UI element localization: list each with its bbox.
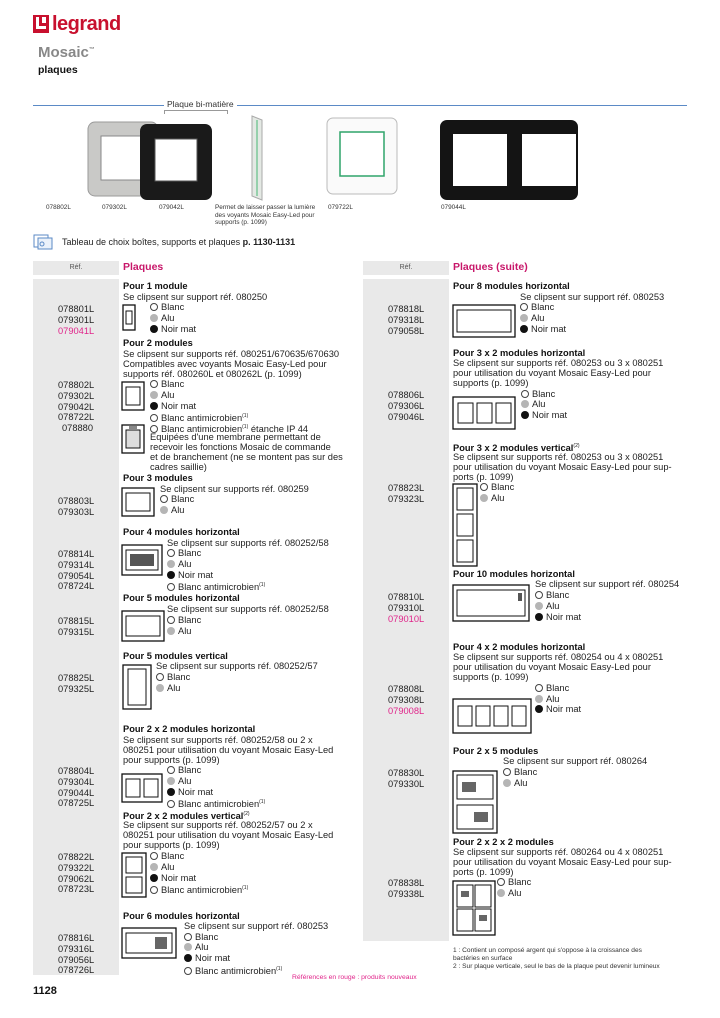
ref-code: 078818L	[388, 304, 425, 314]
finish-option: Blanc	[535, 683, 569, 694]
ref-code: 078808L	[388, 684, 425, 694]
section-desc: Se clipsent sur supports réf. 080254 ou 4 x 080251	[453, 652, 664, 662]
section-desc: 080251 pour utilisation du voyant Mosaic Easy-Led	[123, 745, 334, 755]
plate-2x2-horizontal-icon	[121, 773, 163, 803]
plate-3x2-vertical-icon	[452, 483, 478, 567]
finish-option: Alu	[184, 942, 208, 953]
section-desc: Compatibles avec voyants Mosaic Easy-Led pour	[123, 359, 327, 369]
section-desc: Se clipsent sur supports réf. 080252/57	[156, 661, 318, 671]
ref-code: 079325L	[58, 684, 95, 694]
photo-caption: 079042L	[159, 204, 184, 211]
section-title: Pour 2 x 2 x 2 modules	[453, 837, 554, 847]
ref-code: 079306L	[388, 401, 425, 411]
ref-code: 079303L	[58, 507, 95, 517]
section-desc: Se clipsent sur support réf. 080250	[123, 292, 268, 302]
ref-code: 078726L	[58, 965, 95, 975]
choice-table-link[interactable]	[62, 237, 295, 247]
finish-option: Alu	[150, 862, 174, 873]
section-desc: pour utilisation du voyant Mosaic Easy-Led pour	[453, 662, 651, 672]
section-desc: pour utilisation du voyant Mosaic Easy-Led pour	[453, 368, 651, 378]
section-desc: Se clipsent sur supports réf. 080259	[160, 484, 309, 494]
ref-code: 079322L	[58, 863, 95, 873]
white-dot-icon	[521, 390, 529, 398]
alu-dot-icon	[160, 506, 168, 514]
photo-caption: 078802L	[46, 204, 71, 211]
alu-dot-icon	[150, 391, 158, 399]
white-dot-icon	[150, 303, 158, 311]
alu-dot-icon	[167, 777, 175, 785]
section-desc: pour supports (p. 1099)	[123, 755, 220, 765]
ref-code: 078815L	[58, 616, 95, 626]
ref-code: 079314L	[58, 560, 95, 570]
black-dot-icon	[150, 325, 158, 333]
finish-option: Alu	[167, 776, 191, 787]
finish-option: Blanc	[150, 302, 184, 313]
alu-dot-icon	[184, 943, 192, 951]
finish-option: Blanc	[521, 389, 555, 400]
section-title: Pour 2 x 5 modules	[453, 746, 539, 756]
ref-header-left: Réf.	[33, 261, 119, 275]
white-dot-icon	[184, 933, 192, 941]
section-title: Pour 3 modules	[123, 473, 193, 483]
ref-code-new: 079010L	[388, 614, 425, 624]
product-title	[38, 44, 95, 61]
section-title: Pour 3 x 2 modules vertical$^{(2)}$	[453, 443, 580, 454]
finish-option: Noir mat	[150, 401, 196, 412]
ref-code: 078822L	[58, 852, 95, 862]
white-dot-icon	[167, 766, 175, 774]
ref-code: 078830L	[388, 768, 425, 778]
plate-5-vertical-icon	[122, 664, 152, 710]
section-desc: Se clipsent sur support réf. 080254	[535, 579, 680, 589]
finish-option: Noir mat	[520, 324, 566, 335]
finish-option: Blanc	[520, 302, 554, 313]
ref-code: 079044L	[58, 788, 95, 798]
alu-dot-icon	[520, 314, 528, 322]
ref-code: 078724L	[58, 581, 95, 591]
finish-option: Blanc antimicrobien$^{(1)}$	[167, 580, 265, 593]
ref-code: 079323L	[388, 494, 425, 504]
section-desc: Se clipsent sur supports réf. 080252/58	[167, 538, 329, 548]
ref-code: 078802L	[58, 380, 95, 390]
finish-option: Alu	[497, 888, 521, 899]
plate-1-module-icon	[122, 304, 136, 331]
black-dot-icon	[521, 411, 529, 419]
section-desc: Se clipsent sur support réf. 080253	[520, 292, 665, 302]
section-title: Pour 4 modules horizontal	[123, 527, 240, 537]
alu-dot-icon	[535, 602, 543, 610]
finish-option: Noir mat	[535, 704, 581, 715]
alu-dot-icon	[503, 779, 511, 787]
alu-dot-icon	[480, 494, 488, 502]
finish-option: Blanc	[535, 590, 569, 601]
section-desc: pour supports (p. 1099)	[123, 840, 220, 850]
new-references-note: Références en rouge : produits nouveaux	[292, 974, 417, 981]
page-number: 1128	[33, 985, 57, 997]
black-dot-icon	[535, 705, 543, 713]
ref-code: 078838L	[388, 878, 425, 888]
section-note: cadres saillie)	[150, 462, 207, 472]
plate-2x5-icon	[452, 770, 498, 834]
finish-option: Noir mat	[521, 410, 567, 421]
section-desc: Se clipsent sur support réf. 080264	[503, 756, 648, 766]
section-desc: Se clipsent sur supports réf. 080252/57 ou 2 x	[123, 820, 313, 830]
left-section-title: Plaques	[123, 261, 164, 273]
finish-option: Blanc	[167, 615, 201, 626]
white-dot-icon	[156, 673, 164, 681]
ref-code: 079301L	[58, 315, 95, 325]
ref-code: 079056L	[58, 955, 95, 965]
ref-code: 078816L	[58, 933, 95, 943]
finish-option: Alu	[480, 493, 504, 504]
ref-code: 079318L	[388, 315, 425, 325]
finish-option: Noir mat	[167, 570, 213, 581]
title-text: Mosaic	[38, 44, 89, 61]
ref-code: 079315L	[58, 627, 95, 637]
ref-code: 078803L	[58, 496, 95, 506]
section-desc: Se clipsent sur support réf. 080253	[184, 921, 329, 931]
white-dot-icon	[150, 886, 158, 894]
section-desc: ports (p. 1099)	[453, 472, 514, 482]
alu-dot-icon	[156, 684, 164, 692]
finish-option: Blanc antimicrobien$^{(1)}$ étanche IP 44	[150, 422, 308, 435]
finish-option: Blanc antimicrobien$^{(1)}$	[150, 883, 248, 896]
footnote: bactéries en surface	[453, 955, 513, 962]
plate-4-modules-icon	[121, 544, 163, 576]
alu-dot-icon	[521, 400, 529, 408]
finish-option: Blanc	[497, 877, 531, 888]
white-dot-icon	[167, 549, 175, 557]
alu-dot-icon	[167, 560, 175, 568]
plate-5-modules-icon	[121, 610, 165, 642]
finish-option: Alu	[520, 313, 544, 324]
finish-option: Alu	[535, 694, 559, 705]
section-desc: Se clipsent sur supports réf. 080252/58 ou 2 x	[123, 735, 313, 745]
finish-option: Blanc	[150, 851, 184, 862]
section-desc: Se clipsent sur supports réf. 080253 ou 3 x 080251	[453, 358, 664, 368]
plate-photo-white	[327, 118, 397, 194]
ref-code: 078825L	[58, 673, 95, 683]
photo-caption: 079044L	[441, 204, 466, 211]
finish-option: Noir mat	[184, 953, 230, 964]
plate-4x2-horizontal-icon	[452, 698, 532, 734]
plate-8-modules-icon	[452, 304, 516, 338]
finish-option: Blanc antimicrobien$^{(1)}$	[150, 411, 248, 424]
finish-option: Blanc	[167, 765, 201, 776]
finish-option: Blanc	[167, 548, 201, 559]
product-photos	[0, 108, 720, 204]
finish-option: Blanc	[503, 767, 537, 778]
photo-caption: 079722L	[328, 204, 353, 211]
finish-option: Alu	[503, 778, 527, 789]
white-dot-icon	[150, 414, 158, 422]
plate-2-modules-icon	[121, 381, 145, 411]
section-title: Pour 2 x 2 modules horizontal	[123, 724, 256, 734]
ref-header-right: Réf.	[363, 261, 449, 275]
plate-photo-black	[140, 124, 212, 200]
section-note: et de branchement (ne se montent pas sur des	[150, 452, 343, 462]
ref-code: 078806L	[388, 390, 425, 400]
plate-ip44-icon	[121, 424, 145, 454]
white-dot-icon	[480, 483, 488, 491]
white-dot-icon	[160, 495, 168, 503]
finish-option: Blanc	[156, 672, 190, 683]
black-dot-icon	[150, 402, 158, 410]
ref-code: 078823L	[388, 483, 425, 493]
photo-caption: Permet de laisser passer la lumière des voyants Mosaic Easy-Led pour supports (p. 1099)	[215, 204, 316, 226]
section-desc: supports réf. 080260L et 080262L (p. 1099)	[123, 369, 302, 379]
white-dot-icon	[167, 616, 175, 624]
white-dot-icon	[167, 800, 175, 808]
section-desc: Se clipsent sur supports réf. 080251/670635/670630	[123, 349, 340, 359]
finish-option: Alu	[521, 399, 545, 410]
section-desc: supports (p. 1099)	[453, 378, 529, 388]
black-dot-icon	[520, 325, 528, 333]
ref-code: 078804L	[58, 766, 95, 776]
finish-option: Blanc	[150, 379, 184, 390]
finish-option: Noir mat	[535, 612, 581, 623]
section-title: Pour 4 x 2 modules horizontal	[453, 642, 586, 652]
plate-3-modules-icon	[121, 487, 155, 517]
section-title: Pour 2 x 2 modules vertical$^{(2)}$	[123, 811, 250, 822]
bimatiere-label: Plaque bi-matière	[164, 99, 237, 109]
white-dot-icon	[503, 768, 511, 776]
plate-photo-double	[440, 120, 578, 200]
ref-code: 078723L	[58, 884, 95, 894]
black-dot-icon	[167, 788, 175, 796]
finish-option: Blanc	[160, 494, 194, 505]
choice-table-pages: p. 1130-1131	[242, 237, 296, 247]
ref-code-new: 079041L	[58, 326, 95, 336]
ref-code-new: 079008L	[388, 706, 425, 716]
section-note: recevoir les fonctions Mosaic de commande	[150, 442, 331, 452]
plate-10-modules-icon	[452, 584, 530, 622]
section-title: Pour 1 module	[123, 281, 188, 291]
finish-option: Alu	[150, 390, 174, 401]
footnote: 2 : Sur plaque verticale, seul le bas de la plaque peut devenir lumineux	[453, 963, 660, 970]
section-title: Pour 5 modules horizontal	[123, 593, 240, 603]
finish-option: Noir mat	[167, 787, 213, 798]
brand-name: legrand	[52, 12, 121, 35]
ref-code: 079308L	[388, 695, 425, 705]
finish-option: Blanc	[480, 482, 514, 493]
alu-dot-icon	[535, 695, 543, 703]
section-desc: pour utilisation du voyant Mosaic Easy-Led pour sup-	[453, 462, 672, 472]
alu-dot-icon	[150, 314, 158, 322]
ref-code: 079310L	[388, 603, 425, 613]
alu-dot-icon	[150, 863, 158, 871]
finish-option: Alu	[535, 601, 559, 612]
section-note: Equipées d'une membrane permettant de	[150, 432, 321, 442]
section-desc: ports (p. 1099)	[453, 867, 514, 877]
white-dot-icon	[535, 684, 543, 692]
ref-code: 079316L	[58, 944, 95, 954]
finish-option: Alu	[160, 505, 184, 516]
finish-option: Blanc	[184, 932, 218, 943]
ref-code: 079302L	[58, 391, 95, 401]
section-title: Pour 5 modules vertical	[123, 651, 228, 661]
legrand-logo	[33, 13, 121, 35]
black-dot-icon	[184, 954, 192, 962]
ref-code: 079304L	[58, 777, 95, 787]
plate-6-modules-icon	[121, 927, 177, 959]
footnote: 1 : Contient un composé argent qui s'oppose à la croissance des	[453, 947, 642, 954]
alu-dot-icon	[167, 627, 175, 635]
logo-mark-icon	[33, 15, 49, 33]
ref-code: 078801L	[58, 304, 95, 314]
finish-option: Blanc antimicrobien$^{(1)}$	[184, 964, 282, 977]
ref-code: 079042L	[58, 402, 95, 412]
section-desc: supports (p. 1099)	[453, 672, 529, 682]
ref-code: 078814L	[58, 549, 95, 559]
section-desc: pour utilisation du voyant Mosaic Easy-Led pour sup-	[453, 857, 672, 867]
section-title: Pour 3 x 2 modules horizontal	[453, 348, 586, 358]
section-desc: Se clipsent sur supports réf. 080253 ou 3 x 080251	[453, 452, 664, 462]
photo-caption: 079302L	[102, 204, 127, 211]
finish-option: Alu	[150, 313, 174, 324]
plate-2x2-vertical-icon	[121, 852, 147, 898]
finish-option: Noir mat	[150, 873, 196, 884]
white-dot-icon	[150, 852, 158, 860]
product-subtitle: plaques	[38, 64, 78, 76]
table-link-icon	[33, 234, 53, 250]
section-desc: 080251 pour utilisation du voyant Mosaic Easy-Led	[123, 830, 334, 840]
finish-option: Blanc antimicrobien$^{(1)}$	[167, 797, 265, 810]
ref-code: 079046L	[388, 412, 425, 422]
finish-option: Alu	[156, 683, 180, 694]
section-title: Pour 2 modules	[123, 338, 193, 348]
alu-dot-icon	[497, 889, 505, 897]
ref-code: 079338L	[388, 889, 425, 899]
plate-3x2-horizontal-icon	[452, 396, 516, 430]
white-dot-icon	[497, 878, 505, 886]
top-rule	[33, 105, 687, 106]
section-desc: Se clipsent sur supports réf. 080252/58	[167, 604, 329, 614]
plate-photo-side	[252, 116, 262, 200]
section-title: Pour 10 modules horizontal	[453, 569, 575, 579]
trademark: ™	[88, 47, 95, 53]
ref-code: 078810L	[388, 592, 425, 602]
finish-option: Alu	[167, 559, 191, 570]
ref-code: 078725L	[58, 798, 95, 808]
black-dot-icon	[535, 613, 543, 621]
black-dot-icon	[167, 571, 175, 579]
ref-code: 078722L	[58, 412, 95, 422]
section-title: Pour 8 modules horizontal	[453, 281, 570, 291]
ref-code: 079058L	[388, 326, 425, 336]
right-section-title: Plaques (suite)	[453, 261, 528, 273]
plate-2x2x2-icon	[452, 880, 496, 936]
finish-option: Noir mat	[150, 324, 196, 335]
ref-code: 079062L	[58, 874, 95, 884]
black-dot-icon	[150, 874, 158, 882]
section-title: Pour 6 modules horizontal	[123, 911, 240, 921]
white-dot-icon	[184, 967, 192, 975]
finish-option: Alu	[167, 626, 191, 637]
white-dot-icon	[167, 583, 175, 591]
white-dot-icon	[520, 303, 528, 311]
white-dot-icon	[535, 591, 543, 599]
section-desc: Se clipsent sur supports réf. 080264 ou 4 x 080251	[453, 847, 664, 857]
choice-table-text: Tableau de choix boîtes, supports et plaques	[62, 237, 243, 247]
ref-code: 079054L	[58, 571, 95, 581]
ref-code: 078880	[62, 423, 94, 433]
white-dot-icon	[150, 380, 158, 388]
ref-code: 079330L	[388, 779, 425, 789]
